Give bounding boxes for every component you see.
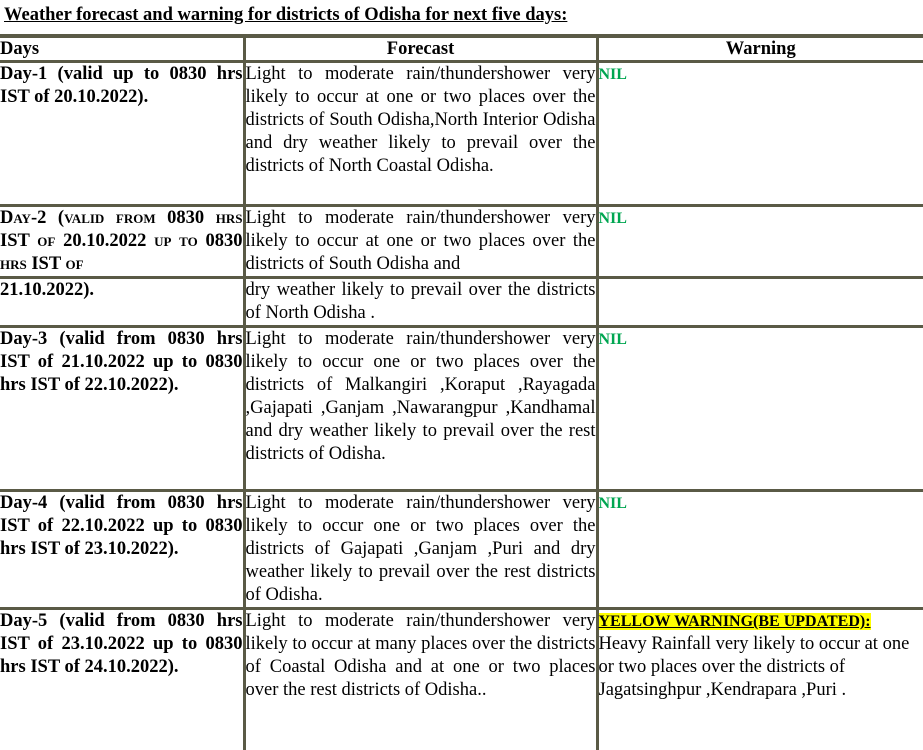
forecast-cell: Light to moderate rain/thundershower very likely to occur one or two places over the districts of Gajapati ,Ganjam ,Puri and dry weather likely to prevail over the rest districts of Odisha. [244,491,597,609]
day-cell: Day-1 (valid up to 0830 hrs IST of 20.10.2022). [0,62,244,206]
nil-label: NIL [599,66,627,83]
warning-cell [597,491,923,609]
nil-label: NIL [599,210,627,227]
table-row [0,327,923,491]
forecast-cell-continued: dry weather likely to prevail over the districts of North Odisha . [244,278,597,327]
day-cell: Day-3 (valid from 0830 hrs IST of 21.10.2022 up to 0830 hrs IST of 22.10.2022). [0,327,244,491]
table-row [0,278,923,327]
page-title: Weather forecast and warning for districts of Odisha for next five days: [4,5,567,26]
nil-label: NIL [599,331,627,348]
table-header-row [0,36,923,62]
warning-text: Heavy Rainfall very likely to occur at one or two places over the districts of Jagatsinghpur ,Kendrapara ,Puri . [599,634,910,700]
table-row [0,206,923,278]
warning-cell-continued [597,278,923,327]
yellow-warning-title: YELLOW WARNING(BE UPDATED): [599,613,871,630]
day-cell: Day-2 (valid from 0830 hrs IST of 20.10.2022 up to 0830 hrs IST of [0,206,244,278]
forecast-cell: Light to moderate rain/thundershower very likely to occur at one or two places over the districts of South Odisha,North Interior Odisha and dry weather likely to prevail over the districts of North Coastal Odisha. [244,62,597,206]
forecast-cell: Light to moderate rain/thundershower very likely to occur at one or two places over the districts of South Odisha and [244,206,597,278]
forecast-table [0,34,923,750]
table-row [0,491,923,609]
table-row [0,609,923,750]
header-forecast: Forecast [244,36,597,62]
warning-cell [597,62,923,206]
header-warning: Warning [597,36,923,62]
table-row [0,62,923,206]
warning-cell [597,327,923,491]
forecast-cell: Light to moderate rain/thundershower very likely to occur one or two places over the districts of Malkangiri ,Koraput ,Rayagada ,Gajapati ,Ganjam ,Nawarangpur ,Kandhamal and dry weather likely to prevail over the rest districts of Odisha. [244,327,597,491]
header-days: Days [0,36,244,62]
forecast-cell: Light to moderate rain/thundershower very likely to occur at many places over the districts of Coastal Odisha and at one or two places over the rest districts of Odisha.. [244,609,597,750]
warning-cell [597,609,923,750]
day-cell: Day-4 (valid from 0830 hrs IST of 22.10.2022 up to 0830 hrs IST of 23.10.2022). [0,491,244,609]
nil-label: NIL [599,495,627,512]
day-cell: Day-5 (valid from 0830 hrs IST of 23.10.2022 up to 0830 hrs IST of 24.10.2022). [0,609,244,750]
warning-cell [597,206,923,278]
day-cell-continued: 21.10.2022). [0,278,244,327]
